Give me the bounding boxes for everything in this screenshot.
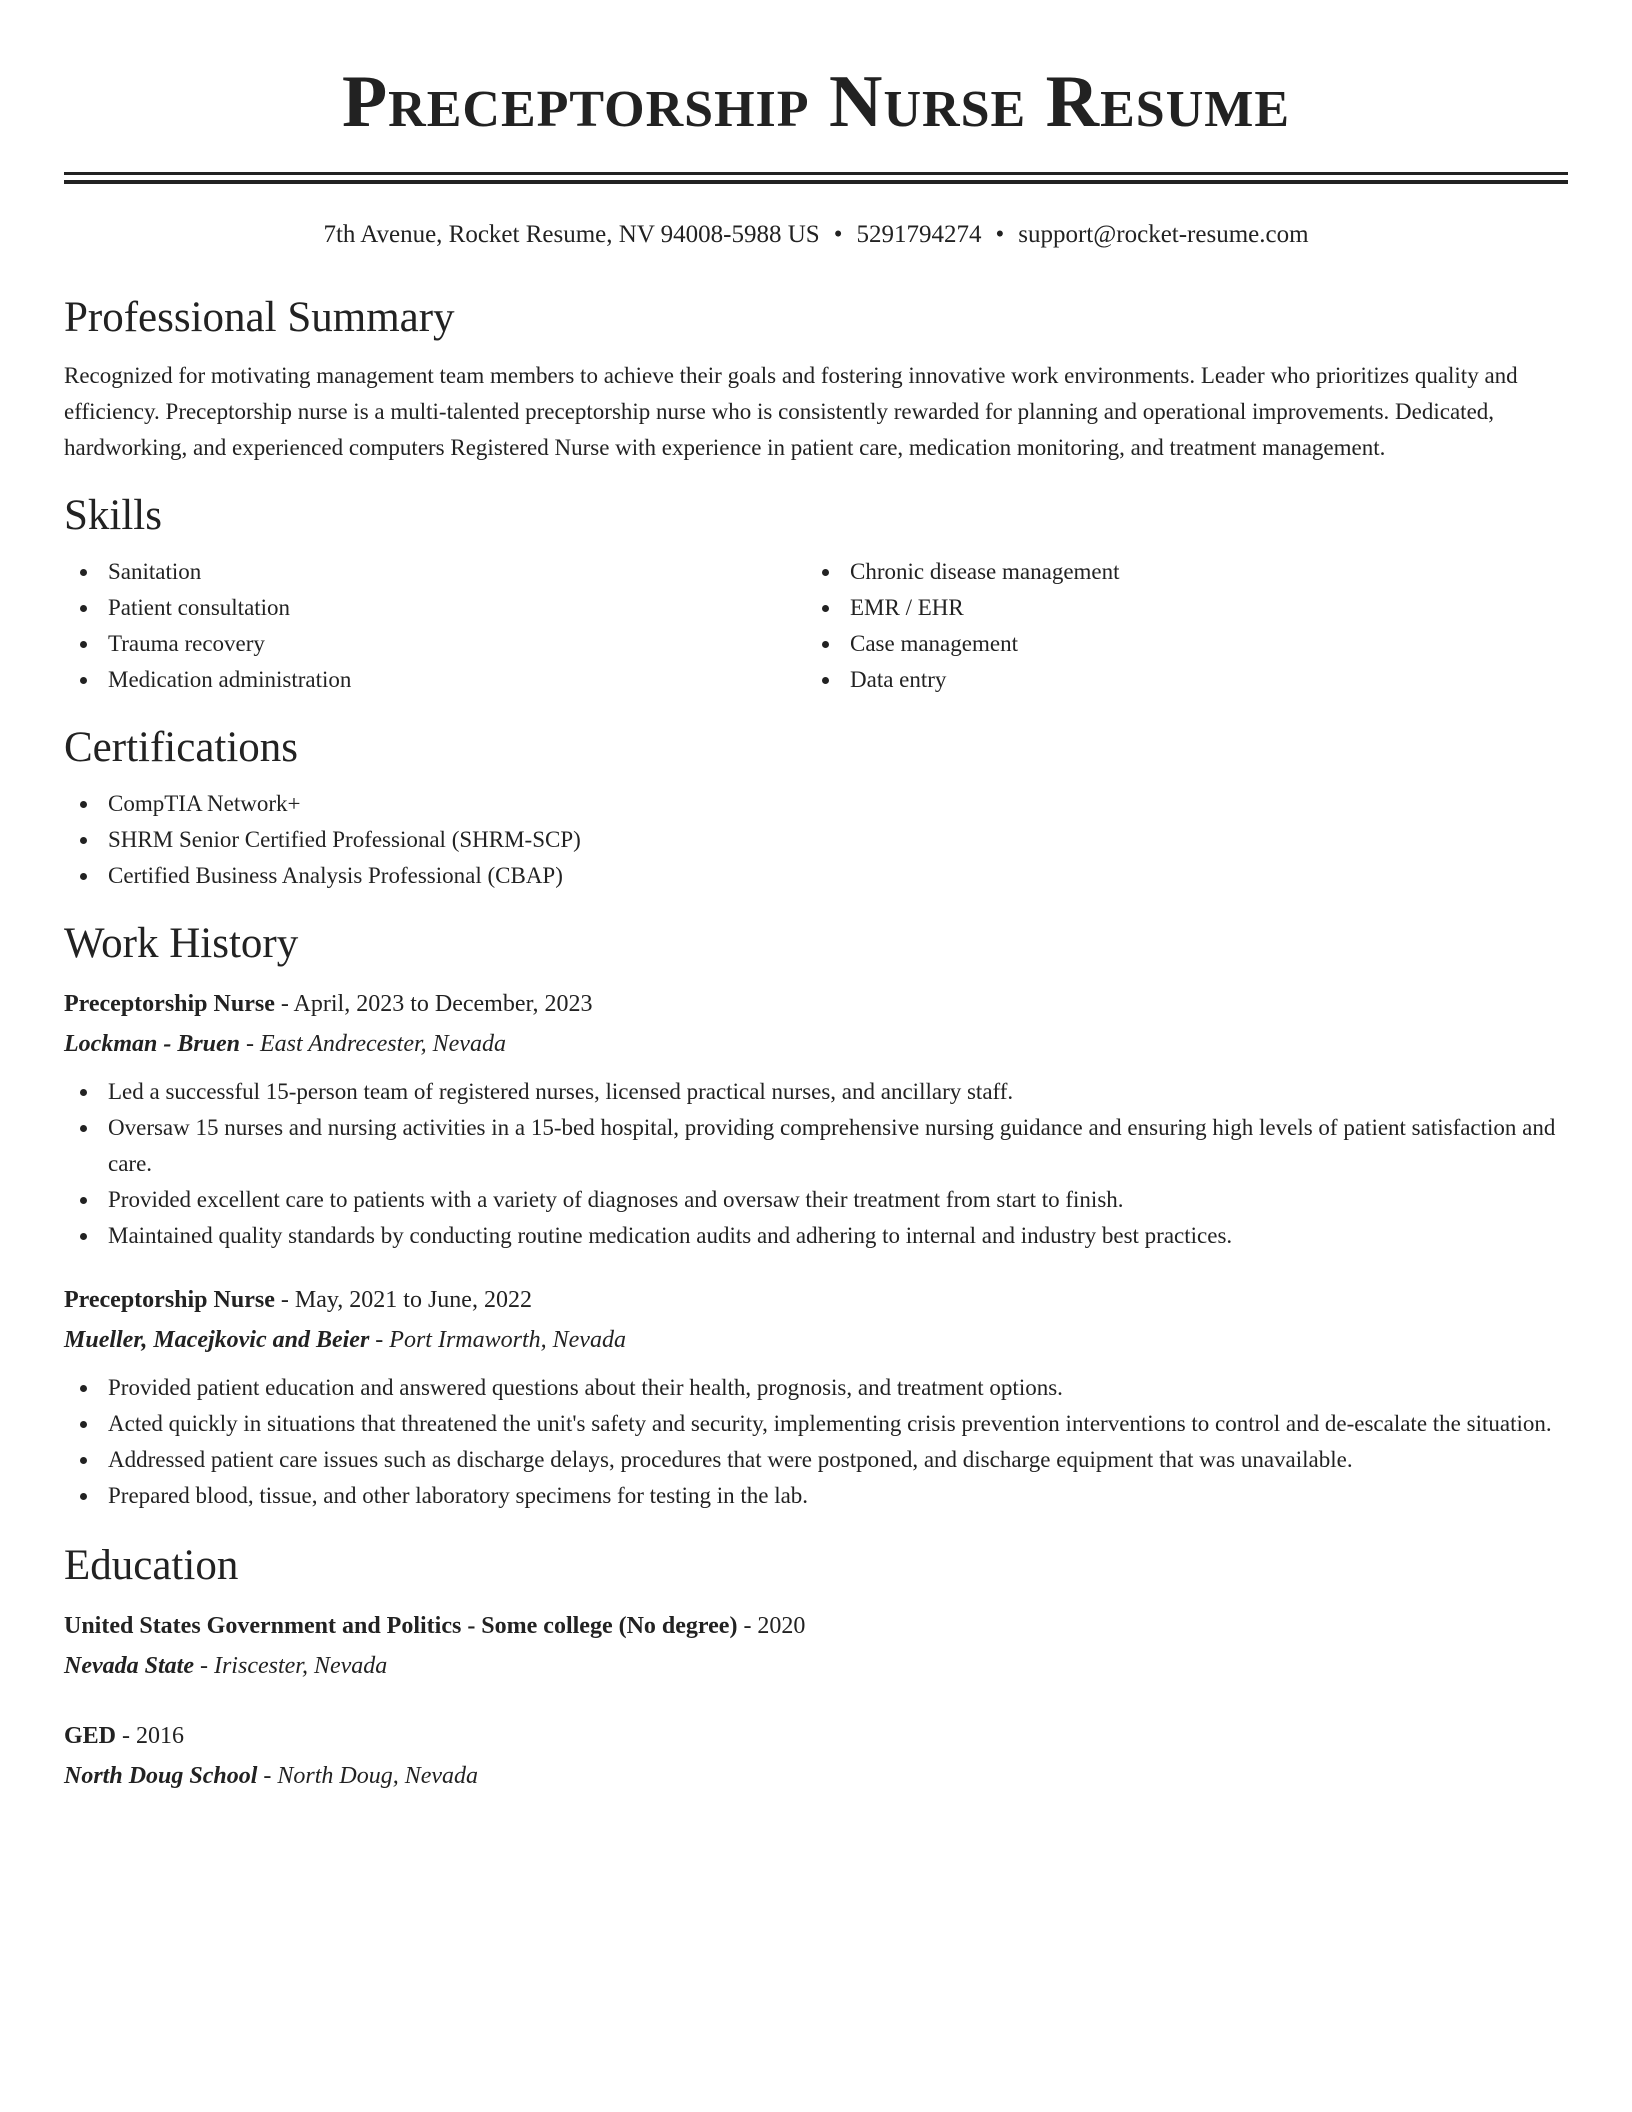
contact-phone: 5291794274	[856, 221, 982, 248]
education-heading: Education	[64, 1542, 239, 1589]
summary-text: Recognized for motivating management team members to achieve their goals and fostering innovative work environments. Leader who prioritizes quality and efficiency. Preceptorship nurse is a multi-talented preceptorship nurse who is consistently rewarded for planning and operational improvements. Dedicated, hardworking, and experienced computers Registered Nurse with experience in patient care, medication monitoring, and treatment management.	[64, 363, 1518, 460]
job-entry	[64, 984, 1568, 1254]
skills-list	[64, 554, 1568, 698]
job-duty: Oversaw 15 nurses and nursing activities in a 15-bed hospital, providing comprehensive nursing guidance and ensuring high levels of patient satisfaction and care.	[64, 1110, 1568, 1182]
job-location: - Port Irmaworth, Nevada	[369, 1327, 626, 1353]
job-duty: Prepared blood, tissue, and other laboratory specimens for testing in the lab.	[64, 1478, 1568, 1514]
skills-column-right	[806, 554, 1548, 698]
job-duty: Maintained quality standards by conducting routine medication audits and adhering to internal and industry best practices.	[64, 1218, 1568, 1254]
skills-column-left	[64, 554, 806, 698]
education-location: - North Doug, Nevada	[257, 1763, 479, 1789]
title-divider	[64, 172, 1568, 184]
certification-item: SHRM Senior Certified Professional (SHRM-SCP)	[64, 822, 1568, 858]
job-role: Preceptorship Nurse	[64, 1287, 275, 1313]
job-duties-list	[64, 1370, 1568, 1514]
education-location: - Iriscester, Nevada	[193, 1653, 388, 1679]
certifications-heading: Certifications	[64, 724, 299, 771]
job-title-line	[64, 984, 1568, 1024]
education-entry	[64, 1716, 1568, 1796]
job-company-line	[64, 1024, 1568, 1064]
certifications-list	[64, 786, 1568, 894]
skill-item: EMR / EHR	[806, 590, 1548, 626]
education-degree-line	[64, 1606, 1568, 1646]
work-history-heading: Work History	[64, 920, 299, 967]
skill-item: Sanitation	[64, 554, 806, 590]
education-degree: GED	[64, 1723, 117, 1749]
job-company: Lockman - Bruen	[64, 1031, 241, 1057]
education-year: - 2016	[116, 1723, 185, 1749]
contact-separator: •	[833, 221, 843, 248]
skill-item: Trauma recovery	[64, 626, 806, 662]
education-school: Nevada State	[64, 1653, 194, 1679]
job-duty: Acted quickly in situations that threatened the unit's safety and security, implementing crisis prevention interventions to control and de-escalate the situation.	[64, 1406, 1568, 1442]
job-duty: Provided patient education and answered questions about their health, prognosis, and treatment options.	[64, 1370, 1568, 1406]
skill-item: Patient consultation	[64, 590, 806, 626]
certification-item: Certified Business Analysis Professional (CBAP)	[64, 858, 1568, 894]
job-duty: Addressed patient care issues such as discharge delays, procedures that were postponed, and discharge equipment that was unavailable.	[64, 1442, 1568, 1478]
contact-address: 7th Avenue, Rocket Resume, NV 94008-5988 US	[323, 221, 820, 248]
education-school: North Doug School	[64, 1763, 258, 1789]
job-duty: Provided excellent care to patients with a variety of diagnoses and oversaw their treatment from start to finish.	[64, 1182, 1568, 1218]
job-dates: - May, 2021 to June, 2022	[274, 1287, 532, 1313]
contact-email: support@rocket-resume.com	[1018, 221, 1309, 248]
job-dates: - April, 2023 to December, 2023	[274, 991, 593, 1017]
education-degree: United States Government and Politics - Some college (No degree)	[64, 1613, 738, 1639]
job-company-line	[64, 1320, 1568, 1360]
education-year: - 2020	[737, 1613, 806, 1639]
education-school-line	[64, 1756, 1568, 1796]
job-duties-list	[64, 1074, 1568, 1254]
education-entry	[64, 1606, 1568, 1686]
resume-page	[64, 0, 1568, 1796]
job-title-line	[64, 1280, 1568, 1320]
skill-item: Chronic disease management	[806, 554, 1548, 590]
page-title: Preceptorship Nurse Resume	[341, 61, 1291, 143]
job-duty: Led a successful 15-person team of registered nurses, licensed practical nurses, and ancillary staff.	[64, 1074, 1568, 1110]
job-entry	[64, 1280, 1568, 1514]
skills-heading: Skills	[64, 492, 162, 539]
skill-item: Case management	[806, 626, 1548, 662]
education-school-line	[64, 1646, 1568, 1686]
summary-heading: Professional Summary	[64, 294, 455, 341]
job-role: Preceptorship Nurse	[64, 991, 275, 1017]
contact-separator: •	[995, 221, 1005, 248]
education-degree-line	[64, 1716, 1568, 1756]
contact-line	[64, 220, 1568, 250]
job-location: - East Andrecester, Nevada	[240, 1031, 506, 1057]
skill-item: Medication administration	[64, 662, 806, 698]
job-company: Mueller, Macejkovic and Beier	[64, 1327, 370, 1353]
certification-item: CompTIA Network+	[64, 786, 1568, 822]
skill-item: Data entry	[806, 662, 1548, 698]
